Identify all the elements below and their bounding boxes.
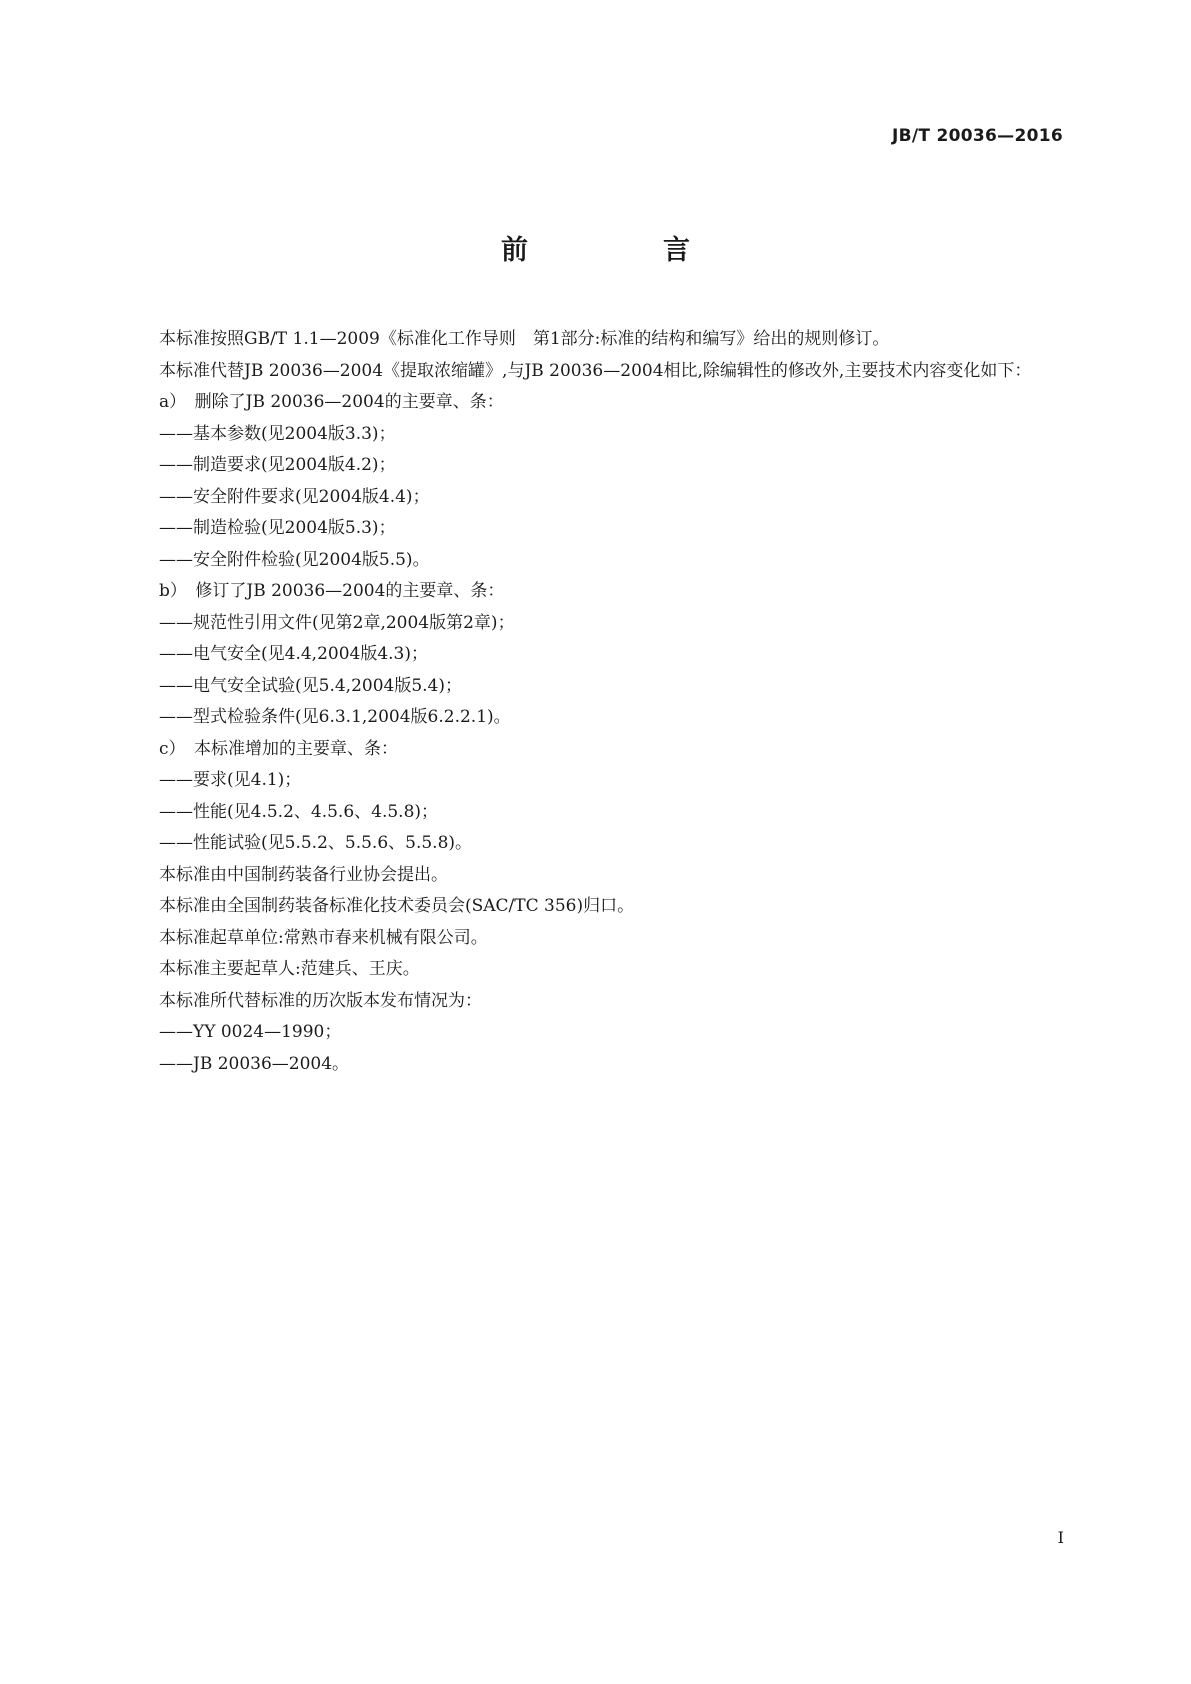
list-item: ——安全附件要求(见2004版4.4)； xyxy=(159,486,430,507)
list-item: ——制造要求(见2004版4.2)； xyxy=(159,455,396,475)
list-heading-b: b） 修订了JB 20036—2004的主要章、条： xyxy=(159,581,505,601)
list-item: ——YY 0024—1990； xyxy=(159,1022,342,1042)
list-item: ——基本参数(见2004版3.3)； xyxy=(159,423,396,444)
list-heading-c: c） 本标准增加的主要章、条： xyxy=(159,738,399,759)
list-item: ——安全附件检验(见2004版5.5)。 xyxy=(159,549,430,570)
paragraph-proposer: 本标准由中国制药装备行业协会提出。 xyxy=(159,864,448,885)
paragraph-drafting-unit: 本标准起草单位:常熟市春来机械有限公司。 xyxy=(159,927,488,948)
paragraph-drafters: 本标准主要起草人:范建兵、王庆。 xyxy=(159,959,420,979)
list-item: ——规范性引用文件(见第2章,2004版第2章)； xyxy=(159,612,515,633)
list-item: ——型式检验条件(见6.3.1,2004版6.2.2.1)。 xyxy=(159,707,511,727)
list-item: ——JB 20036—2004。 xyxy=(159,1053,350,1074)
foreword-body xyxy=(125,324,1063,1080)
paragraph-replacement: 本标准代替JB 20036—2004《提取浓缩罐》,与JB 20036—2004相比,除编辑性的修改外,主要技术内容变化如下： xyxy=(159,360,1032,381)
paragraph-revision-basis: 本标准按照GB/T 1.1—2009《标准化工作导则 第1部分:标准的结构和编写》给出的规则修订。 xyxy=(159,329,890,349)
list-item: ——要求(见4.1)； xyxy=(159,770,302,790)
page-title: 前 言 xyxy=(501,235,744,266)
list-item: ——电气安全(见4.4,2004版4.3)； xyxy=(159,644,429,664)
list-item: ——制造检验(见2004版5.3)； xyxy=(159,518,396,538)
list-item: ——性能(见4.5.2、4.5.6、4.5.8)； xyxy=(159,801,439,822)
list-item: ——性能试验(见5.5.2、5.5.6、5.5.8)。 xyxy=(159,833,473,853)
list-heading-a: a） 删除了JB 20036—2004的主要章、条： xyxy=(159,392,504,412)
paragraph-history: 本标准所代替标准的历次版本发布情况为： xyxy=(159,990,482,1011)
standard-number: JB/T 20036—2016 xyxy=(892,126,1063,146)
paragraph-committee: 本标准由全国制药装备标准化技术委员会(SAC/TC 356)归口。 xyxy=(159,896,635,916)
list-item: ——电气安全试验(见5.4,2004版5.4)； xyxy=(159,675,463,696)
page-number: I xyxy=(1057,1528,1064,1547)
